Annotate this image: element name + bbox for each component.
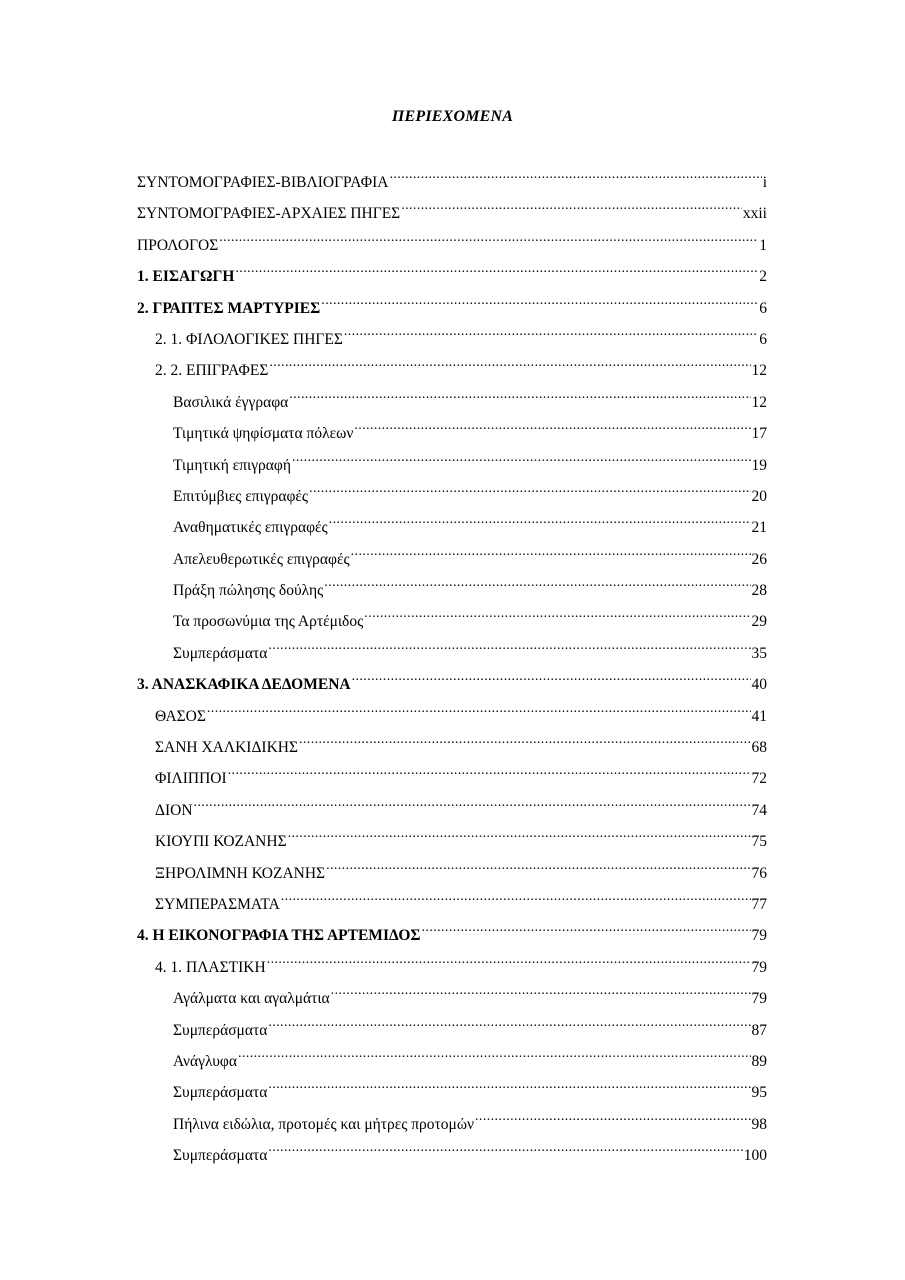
dot-leader bbox=[228, 767, 751, 783]
toc-entry[interactable] bbox=[137, 705, 767, 736]
dot-leader bbox=[235, 265, 758, 281]
toc-entry-page-number: 74 bbox=[751, 801, 767, 819]
toc-entry-label: Πήλινα ειδώλια, προτομές και μήτρες προτομών bbox=[173, 1115, 475, 1133]
toc-entry-page-number: 12 bbox=[751, 362, 767, 380]
toc-entry-label: Τιμητικά ψηφίσματα πόλεων bbox=[173, 425, 354, 443]
toc-entry[interactable] bbox=[137, 171, 767, 202]
toc-entry-page-number: 19 bbox=[751, 456, 767, 474]
dot-leader bbox=[324, 579, 750, 595]
toc-entry-label: 1. ΕΙΣΑΓΩΓΗ bbox=[137, 268, 235, 286]
toc-entry-label: Απελευθερωτικές επιγραφές bbox=[173, 550, 350, 568]
toc-entry-page-number: 79 bbox=[751, 958, 767, 976]
dot-leader bbox=[268, 1019, 750, 1035]
toc-entry[interactable] bbox=[137, 673, 767, 704]
dot-leader bbox=[268, 1081, 750, 1097]
toc-entry-page-number: 12 bbox=[751, 393, 767, 411]
toc-entry-page-number: 89 bbox=[751, 1052, 767, 1070]
toc-entry-page-number: 72 bbox=[751, 770, 767, 788]
toc-entry[interactable] bbox=[137, 767, 767, 798]
table-of-contents bbox=[137, 171, 767, 1176]
dot-leader bbox=[331, 987, 751, 1003]
toc-entry[interactable] bbox=[137, 830, 767, 861]
toc-entry-label: ΘΑΣΟΣ bbox=[155, 707, 206, 725]
toc-entry[interactable] bbox=[137, 736, 767, 767]
toc-entry[interactable] bbox=[137, 1144, 767, 1175]
toc-entry-page-number: 75 bbox=[751, 833, 767, 851]
toc-entry[interactable] bbox=[137, 799, 767, 830]
toc-entry-label: 2. ΓΡΑΠΤΕΣ ΜΑΡΤΥΡΙΕΣ bbox=[137, 299, 321, 317]
toc-entry-page-number: 21 bbox=[751, 519, 767, 537]
dot-leader bbox=[401, 202, 742, 218]
toc-entry[interactable] bbox=[137, 862, 767, 893]
toc-entry-page-number: 68 bbox=[751, 739, 767, 757]
toc-entry-page-number: 26 bbox=[751, 550, 767, 568]
toc-entry-label: Βασιλικά έγγραφα bbox=[173, 393, 289, 411]
dot-leader bbox=[475, 1113, 750, 1129]
toc-entry-page-number: 87 bbox=[751, 1021, 767, 1039]
toc-entry[interactable] bbox=[137, 516, 767, 547]
toc-entry-label: 2. 2. ΕΠΙΓΡΑΦΕΣ bbox=[155, 362, 269, 380]
toc-entry-label: Συμπεράσματα bbox=[173, 1084, 268, 1102]
toc-entry-label: 4. Η ΕΙΚΟΝΟΓΡΑΦΙΑ ΤΗΣ ΑΡΤΕΜΙΔΟΣ bbox=[137, 927, 421, 945]
dot-leader bbox=[219, 234, 758, 250]
dot-leader bbox=[422, 924, 751, 940]
dot-leader bbox=[194, 799, 751, 815]
dot-leader bbox=[326, 862, 750, 878]
toc-entry-label: Ανάγλυφα bbox=[173, 1052, 237, 1070]
toc-entry[interactable] bbox=[137, 1050, 767, 1081]
toc-entry-page-number: 1 bbox=[759, 236, 767, 254]
toc-entry[interactable] bbox=[137, 924, 767, 955]
toc-entry-label: Πράξη πώλησης δούλης bbox=[173, 582, 324, 600]
toc-entry-page-number: 100 bbox=[743, 1147, 767, 1165]
page-title: ΠΕΡΙΕΧΟΜΕΝΑ bbox=[391, 108, 514, 125]
toc-entry-label: Συμπεράσματα bbox=[173, 1021, 268, 1039]
dot-leader bbox=[268, 642, 750, 658]
dot-leader bbox=[268, 1144, 742, 1160]
toc-entry[interactable] bbox=[137, 359, 767, 390]
toc-entry[interactable] bbox=[137, 987, 767, 1018]
dot-leader bbox=[238, 1050, 751, 1066]
toc-entry[interactable] bbox=[137, 1019, 767, 1050]
toc-entry[interactable] bbox=[137, 265, 767, 296]
dot-leader bbox=[289, 391, 750, 407]
toc-entry-label: Επιτύμβιες επιγραφές bbox=[173, 487, 309, 505]
dot-leader bbox=[269, 359, 750, 375]
toc-entry[interactable] bbox=[137, 297, 767, 328]
toc-entry-page-number: 79 bbox=[751, 990, 767, 1008]
toc-entry-page-number: 29 bbox=[751, 613, 767, 631]
toc-entry-label: Συμπεράσματα bbox=[173, 1147, 268, 1165]
toc-entry[interactable] bbox=[137, 579, 767, 610]
dot-leader bbox=[281, 893, 751, 909]
toc-entry[interactable] bbox=[137, 454, 767, 485]
toc-entry-page-number: 17 bbox=[751, 425, 767, 443]
toc-entry-page-number: 6 bbox=[759, 299, 767, 317]
toc-entry-page-number: 95 bbox=[751, 1084, 767, 1102]
toc-entry-label: ΣΥΜΠΕΡΑΣΜΑΤΑ bbox=[155, 895, 280, 913]
toc-entry[interactable] bbox=[137, 548, 767, 579]
dot-leader bbox=[207, 705, 751, 721]
toc-entry-label: ΞΗΡΟΛΙΜΝΗ ΚΟΖΑΝΗΣ bbox=[155, 864, 326, 882]
toc-entry-page-number: 77 bbox=[751, 895, 767, 913]
dot-leader bbox=[267, 956, 751, 972]
toc-entry-label: ΣΥΝΤΟΜΟΓΡΑΦΙΕΣ-ΑΡΧΑΙΕΣ ΠΗΓΕΣ bbox=[137, 205, 401, 223]
dot-leader bbox=[329, 516, 751, 532]
toc-entry-page-number: 41 bbox=[751, 707, 767, 725]
toc-entry[interactable] bbox=[137, 1113, 767, 1144]
toc-entry[interactable] bbox=[137, 893, 767, 924]
dot-leader bbox=[344, 328, 758, 344]
toc-entry-page-number: 79 bbox=[751, 927, 767, 945]
toc-entry[interactable] bbox=[137, 202, 767, 233]
toc-entry[interactable] bbox=[137, 391, 767, 422]
toc-entry-label: ΔΙΟΝ bbox=[155, 801, 193, 819]
toc-entry-page-number: 76 bbox=[751, 864, 767, 882]
dot-leader bbox=[288, 830, 751, 846]
toc-entry[interactable] bbox=[137, 422, 767, 453]
toc-entry-page-number: 28 bbox=[751, 582, 767, 600]
dot-leader bbox=[390, 171, 762, 187]
toc-entry-label: 4. 1. ΠΛΑΣΤΙΚΗ bbox=[155, 958, 266, 976]
toc-entry-label: Συμπεράσματα bbox=[173, 644, 268, 662]
dot-leader bbox=[309, 485, 750, 501]
dot-leader bbox=[351, 548, 751, 564]
dot-leader bbox=[321, 297, 758, 313]
toc-entry[interactable] bbox=[137, 234, 767, 265]
toc-entry-label: Τα προσωνύμια της Αρτέμιδος bbox=[173, 613, 364, 631]
toc-entry-label: ΠΡΟΛΟΓΟΣ bbox=[137, 236, 219, 254]
toc-entry-label: ΣΥΝΤΟΜΟΓΡΑΦΙΕΣ-ΒΙΒΛΙΟΓΡΑΦΙΑ bbox=[137, 174, 389, 191]
toc-entry-label: Αγάλματα και αγαλμάτια bbox=[173, 990, 330, 1008]
dot-leader bbox=[299, 736, 751, 752]
toc-entry-page-number: 98 bbox=[751, 1115, 767, 1133]
toc-entry-page-number: 2 bbox=[759, 268, 767, 286]
toc-entry[interactable] bbox=[137, 485, 767, 516]
toc-entry-label: Τιμητική επιγραφή bbox=[173, 456, 291, 474]
toc-entry[interactable] bbox=[137, 956, 767, 987]
toc-entry-page-number: 20 bbox=[751, 487, 767, 505]
toc-entry-label: ΣΑΝΗ ΧΑΛΚΙΔΙΚΗΣ bbox=[155, 739, 298, 757]
toc-entry[interactable] bbox=[137, 328, 767, 359]
toc-entry-page-number: i bbox=[762, 174, 767, 191]
dot-leader bbox=[352, 673, 751, 689]
toc-entry-page-number: xxii bbox=[742, 205, 767, 223]
toc-entry-page-number: 35 bbox=[751, 644, 767, 662]
toc-entry[interactable] bbox=[137, 610, 767, 641]
toc-entry-label: ΦΙΛΙΠΠΟΙ bbox=[155, 770, 227, 788]
dot-leader bbox=[354, 422, 750, 438]
toc-entry[interactable] bbox=[137, 1081, 767, 1112]
toc-entry[interactable] bbox=[137, 642, 767, 673]
dot-leader bbox=[364, 610, 750, 626]
toc-entry-label: 3. ΑΝΑΣΚΑΦΙΚΑ ΔΕΔΟΜΕΝΑ bbox=[137, 676, 351, 694]
toc-entry-label: Αναθηματικές επιγραφές bbox=[173, 519, 328, 537]
toc-entry-label: 2. 1. ΦΙΛΟΛΟΓΙΚΕΣ ΠΗΓΕΣ bbox=[155, 330, 343, 348]
toc-entry-page-number: 6 bbox=[759, 330, 767, 348]
toc-entry-label: ΚΙΟΥΠΙ ΚΟΖΑΝΗΣ bbox=[155, 833, 287, 851]
dot-leader bbox=[292, 454, 751, 470]
toc-entry-page-number: 40 bbox=[751, 676, 767, 694]
